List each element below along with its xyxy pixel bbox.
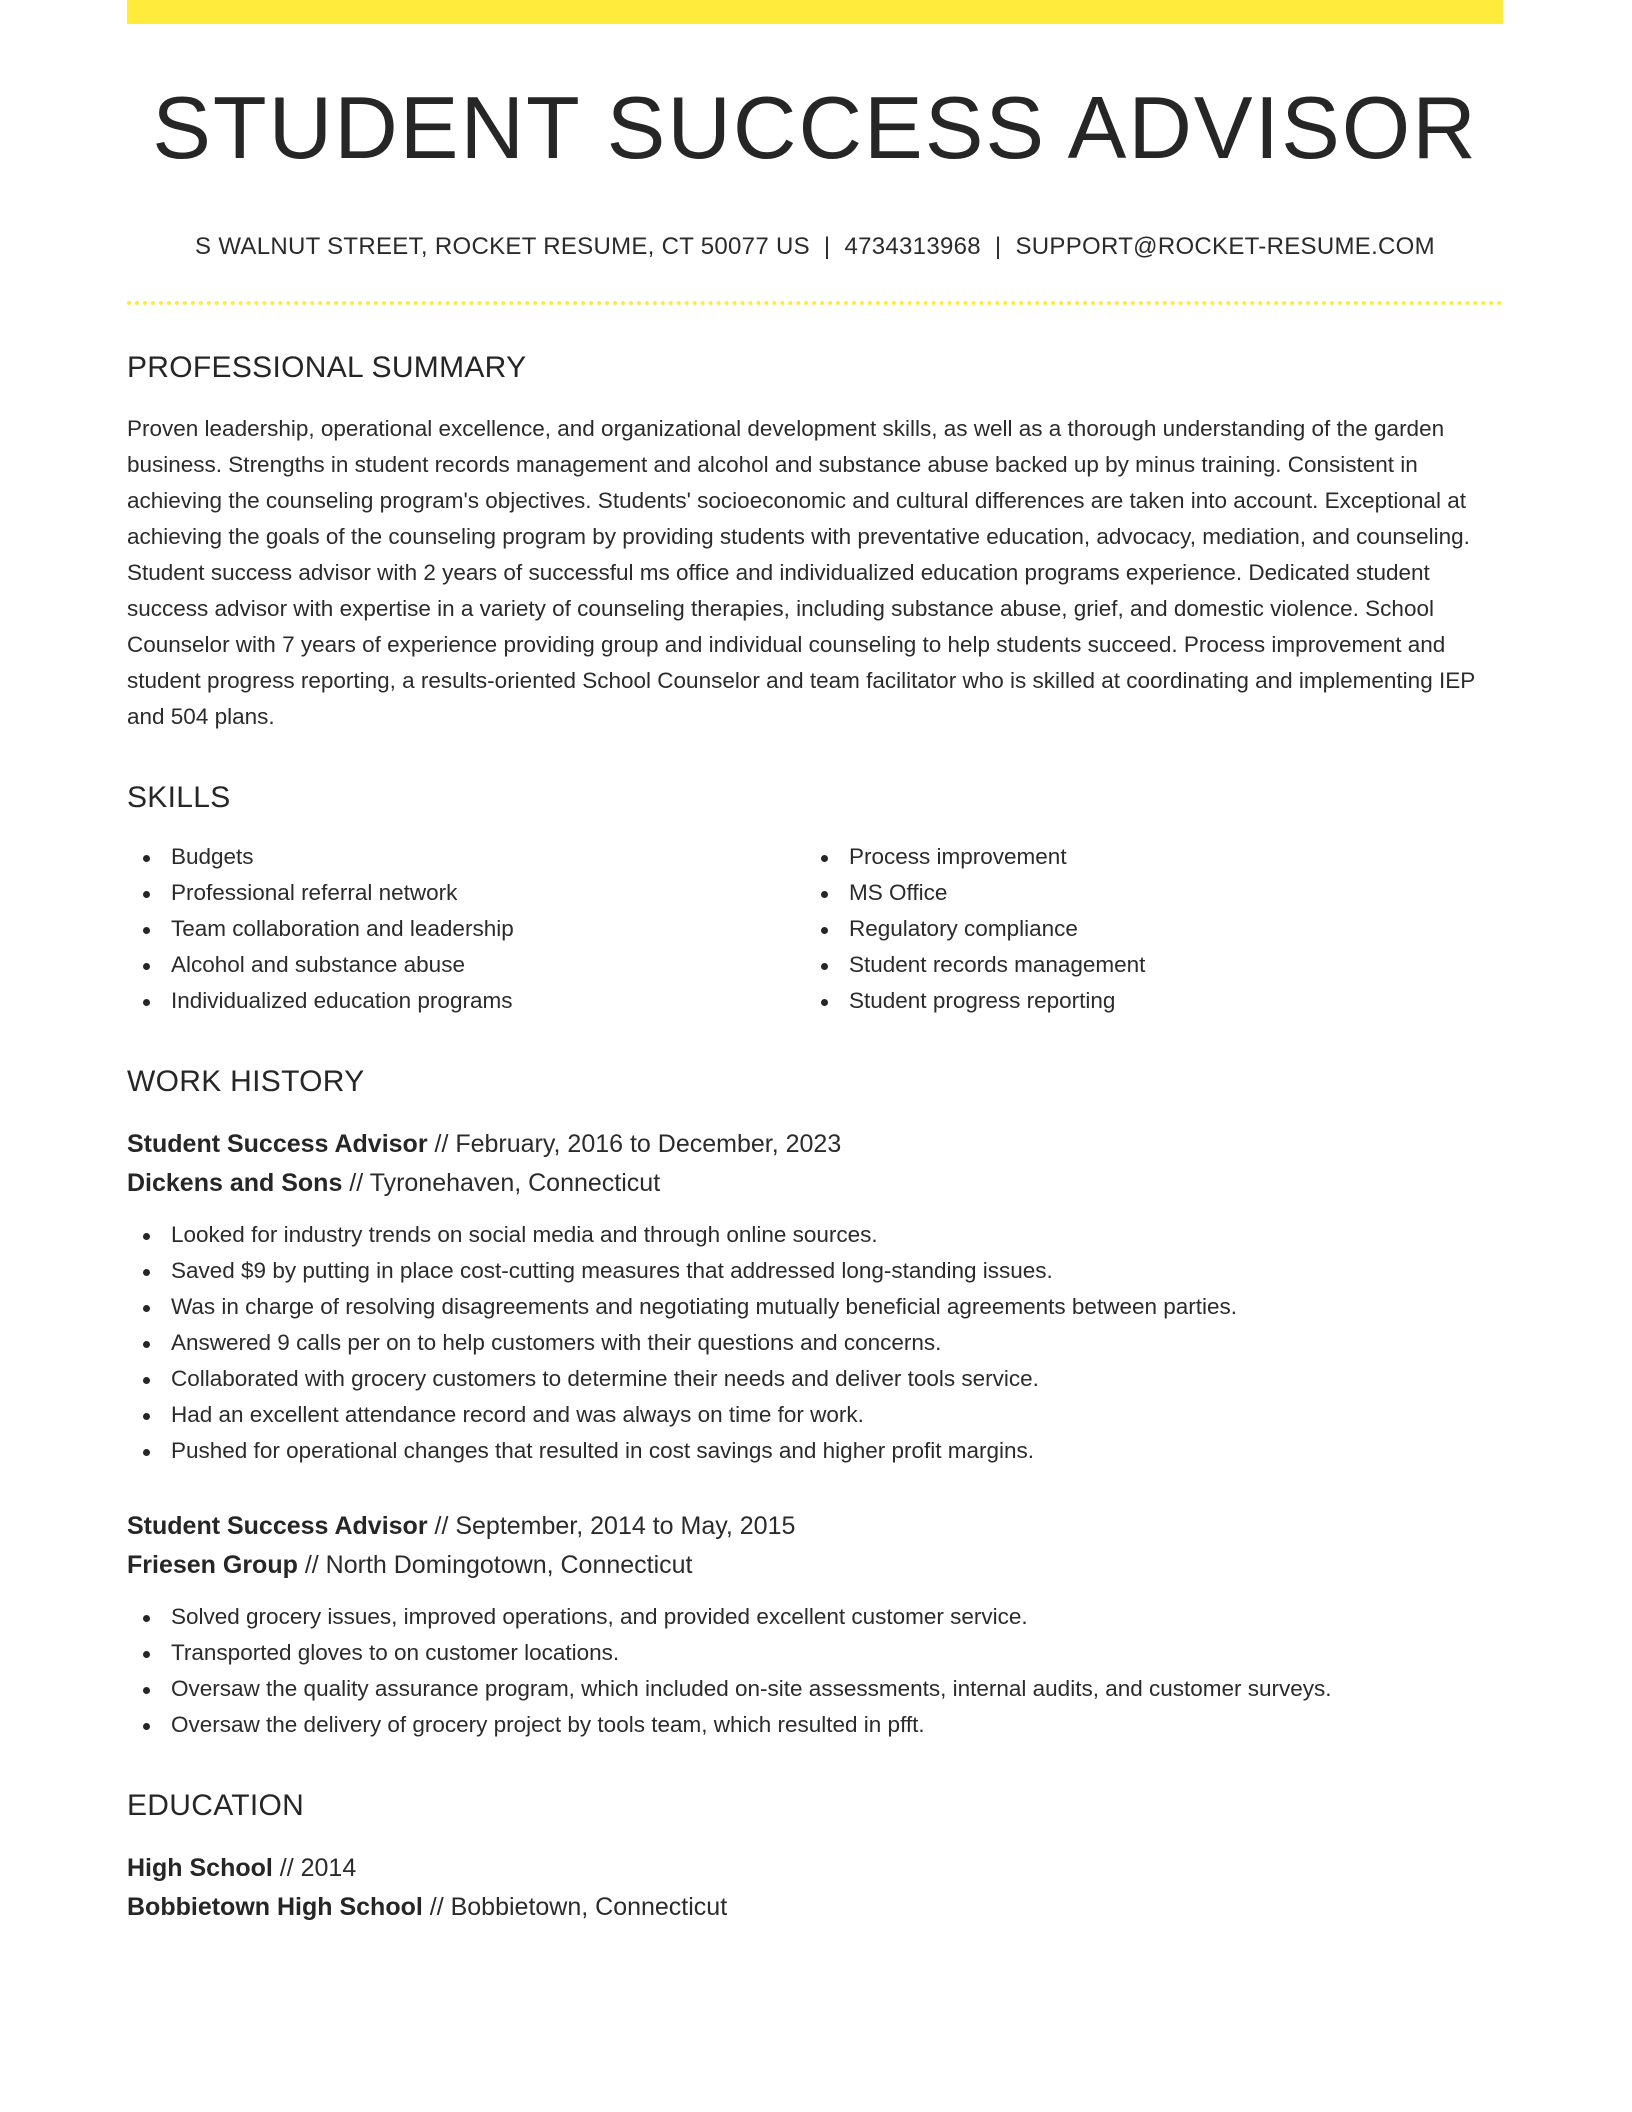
job-role: Student Success Advisor [127, 1511, 428, 1540]
education-school: Bobbietown High School [127, 1892, 423, 1921]
job-bullet: Saved $9 by putting in place cost-cutting measures that addressed long-standing issues. [127, 1253, 1503, 1289]
skills-heading: SKILLS [127, 780, 231, 814]
job-bullet: Pushed for operational changes that resulted in cost savings and higher profit margins. [127, 1433, 1503, 1469]
contact-address: S WALNUT STREET, ROCKET RESUME, CT 50077 US [195, 232, 810, 260]
skill-item: Alcohol and substance abuse [127, 947, 805, 983]
job-role-line [127, 1125, 1503, 1164]
contact-phone: 4734313968 [844, 232, 981, 260]
job-dates: // September, 2014 to May, 2015 [427, 1511, 796, 1540]
education-school-line [127, 1888, 1503, 1927]
candidate-title: STUDENT SUCCESS ADVISOR [152, 78, 1478, 177]
skill-item: Individualized education programs [127, 983, 805, 1019]
job-bullet: Oversaw the delivery of grocery project by tools team, which resulted in pfft. [127, 1707, 1503, 1743]
skill-item: Student records management [805, 947, 1483, 983]
skills-columns [127, 839, 1503, 1019]
education-heading: EDUCATION [127, 1788, 305, 1822]
job-bullet: Oversaw the quality assurance program, which included on-site assessments, internal audits, and customer surveys. [127, 1671, 1503, 1707]
job-bullet: Collaborated with grocery customers to determine their needs and deliver tools service. [127, 1361, 1503, 1397]
job-bullet: Solved grocery issues, improved operations, and provided excellent customer service. [127, 1599, 1503, 1635]
job-bullet: Looked for industry trends on social media and through online sources. [127, 1217, 1503, 1253]
skill-item: Regulatory compliance [805, 911, 1483, 947]
job-bullet: Was in charge of resolving disagreements and negotiating mutually beneficial agreements between parties. [127, 1289, 1503, 1325]
job-location: // North Domingotown, Connecticut [297, 1550, 693, 1579]
job-bullet: Had an excellent attendance record and was always on time for work. [127, 1397, 1503, 1433]
job-dates: // February, 2016 to December, 2023 [427, 1129, 842, 1158]
job-bullet: Transported gloves to on customer locations. [127, 1635, 1503, 1671]
job-location: // Tyronehaven, Connecticut [342, 1168, 661, 1197]
education-entry [127, 1849, 1503, 1927]
skill-item: Team collaboration and leadership [127, 911, 805, 947]
job-bullets [127, 1599, 1503, 1743]
contact-line [127, 233, 1503, 261]
job-entry [127, 1507, 1503, 1743]
skill-item: Student progress reporting [805, 983, 1483, 1019]
job-role: Student Success Advisor [127, 1129, 428, 1158]
skill-item: Professional referral network [127, 875, 805, 911]
job-company: Dickens and Sons [127, 1168, 343, 1197]
job-bullet: Answered 9 calls per on to help customers with their questions and concerns. [127, 1325, 1503, 1361]
summary-section [127, 351, 1503, 735]
job-role-line [127, 1507, 1503, 1546]
dotted-divider [127, 301, 1503, 305]
job-company: Friesen Group [127, 1550, 298, 1579]
education-degree-line [127, 1849, 1503, 1888]
skills-right-list [805, 839, 1483, 1019]
skill-item: Budgets [127, 839, 805, 875]
job-bullets [127, 1217, 1503, 1469]
education-degree: High School [127, 1853, 273, 1882]
resume-page [127, 0, 1503, 1927]
education-section [127, 1789, 1503, 1927]
job-company-line [127, 1546, 1503, 1585]
work-history-heading: WORK HISTORY [127, 1064, 365, 1098]
accent-top-bar [127, 0, 1503, 24]
skill-item: Process improvement [805, 839, 1483, 875]
contact-separator: | [994, 232, 1002, 260]
job-entry [127, 1125, 1503, 1469]
contact-email: SUPPORT@ROCKET-RESUME.COM [1015, 232, 1435, 260]
job-company-line [127, 1164, 1503, 1203]
skill-item: MS Office [805, 875, 1483, 911]
contact-separator: | [823, 232, 831, 260]
education-year: // 2014 [272, 1853, 357, 1882]
education-location: // Bobbietown, Connecticut [422, 1892, 728, 1921]
work-history-section [127, 1065, 1503, 1743]
skills-left-list [127, 839, 805, 1019]
summary-heading: PROFESSIONAL SUMMARY [127, 350, 527, 384]
skills-section [127, 781, 1503, 1019]
summary-text: Proven leadership, operational excellence, and organizational development skills, as well as a thorough understanding of the garden business. Strengths in student records management and alcohol and substance abuse backed up by minus training. Consistent in achieving the counseling program's objectives. Students' socioeconomic and cultural differences are taken into account. Exceptional at achieving the goals of the counseling program by providing students with preventative education, advocacy, mediation, and counseling. Student success advisor with 2 years of successful ms office and individualized education programs experience. Dedicated student success advisor with expertise in a variety of counseling therapies, including substance abuse, grief, and domestic violence. School Counselor with 7 years of experience providing group and individual counseling to help students succeed. Process improvement and student progress reporting, a results-oriented School Counselor and team facilitator who is skilled at coordinating and implementing IEP and 504 plans. [127, 415, 1475, 729]
